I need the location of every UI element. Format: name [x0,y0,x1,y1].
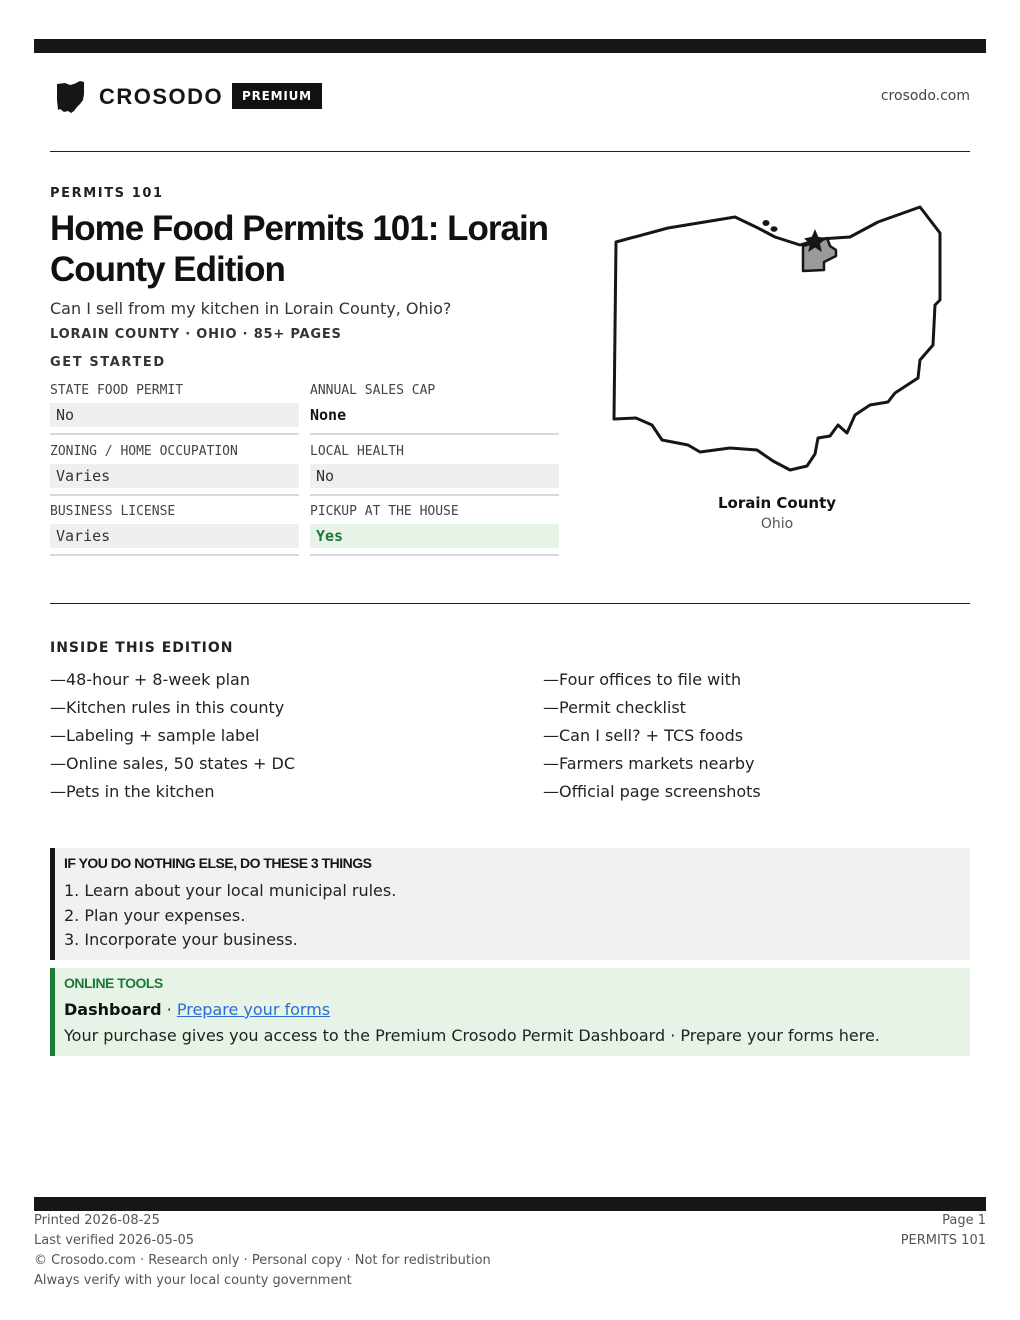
online-tools-callout [50,968,970,1056]
bottom-bar [34,1197,986,1211]
fact-value: Varies [50,464,299,488]
printed-date: Printed 2026-08-25 [34,1213,160,1228]
map-state-label: Ohio [760,516,794,532]
inside-heading: INSIDE THIS EDITION [50,640,234,656]
list-item: —Online sales, 50 states + DC [50,754,296,773]
premium-badge: PREMIUM [232,83,322,109]
fact-label: ANNUAL SALES CAP [310,383,436,398]
fact-value: Yes [310,524,559,548]
ohio-state-icon [56,80,86,114]
header [50,78,970,118]
top-bar [34,39,986,53]
list-item: —Four offices to file with [543,670,742,689]
separator: · [166,1000,172,1019]
fact-annual-sales-cap [310,383,559,435]
list-item: —Labeling + sample label [50,726,260,745]
tools-link-line [64,1000,330,1019]
list-item: 1. Learn about your local municipal rules. [64,881,397,900]
inside-list-left [50,666,295,806]
tools-heading: ONLINE TOOLS [64,975,163,991]
list-item: 3. Incorporate your business. [64,930,298,949]
fact-label: PICKUP AT THE HOUSE [310,504,459,519]
section-divider [50,603,970,604]
section-kicker: PERMITS 101 [50,186,164,201]
site-url[interactable]: crosodo.com [880,88,970,104]
fact-local-health [310,444,559,496]
fact-label: BUSINESS LICENSE [50,504,176,519]
verify-note: Always verify with your local county government [34,1273,352,1288]
ohio-map [604,196,950,486]
fact-value: No [50,403,299,427]
inside-list-right [543,666,761,806]
list-item: —Kitchen rules in this county [50,698,285,717]
fact-business-license [50,504,299,556]
list-item: —Pets in the kitchen [50,782,215,801]
get-started-heading: GET STARTED [50,355,166,370]
fact-value: No [310,464,559,488]
list-item: —Official page screenshots [543,782,761,801]
list-item: —Farmers markets nearby [543,754,755,773]
section-name: PERMITS 101 [900,1233,986,1248]
fact-value: Varies [50,524,299,548]
verified-date: Last verified 2026-05-05 [34,1233,194,1248]
lake-erie-island [771,226,778,232]
tools-description: Your purchase gives you access to the Premium Crosodo Permit Dashboard · Prepare your forms here. [64,1026,880,1045]
footer-right [901,1211,986,1251]
ohio-outline [614,207,940,470]
fact-zoning [50,444,299,496]
list-item: —48-hour + 8-week plan [50,670,250,689]
footer-left [34,1211,491,1291]
callout-list [64,879,396,953]
fact-state-food-permit [50,383,299,435]
fact-grid [50,383,559,559]
page-number: Page 1 [942,1213,986,1228]
list-item: 2. Plan your expenses. [64,905,246,925]
fact-pickup-at-house [310,504,559,556]
fact-value: None [310,406,347,424]
list-item: —Can I sell? + TCS foods [543,726,744,745]
callout-accent-bar [50,968,55,1056]
header-divider [50,151,970,152]
three-things-callout [50,848,970,960]
fact-label: STATE FOOD PERMIT [50,383,184,398]
page-subtitle: Can I sell from my kitchen in Lorain County, Ohio? [50,299,452,318]
edition-meta: LORAIN COUNTY · OHIO · 85+ PAGES [50,327,342,342]
callout-accent-bar [50,848,55,960]
prepare-forms-link[interactable]: Prepare your forms [176,1000,331,1019]
fact-label: ZONING / HOME OCCUPATION [50,444,238,459]
list-item: —Permit checklist [543,698,686,717]
copyright-notice: © Crosodo.com · Research only · Personal copy · Not for redistribution [34,1253,491,1268]
lake-erie-island [763,220,770,226]
brand-name[interactable]: CROSODO [99,84,224,109]
map-county-label: Lorain County [717,494,837,512]
fact-label: LOCAL HEALTH [310,444,404,459]
page-title: Home Food Permits 101: Lorain County Edition [50,209,549,289]
callout-heading: IF YOU DO NOTHING ELSE, DO THESE 3 THINGS [64,855,372,871]
dashboard-label: Dashboard [64,1000,162,1019]
